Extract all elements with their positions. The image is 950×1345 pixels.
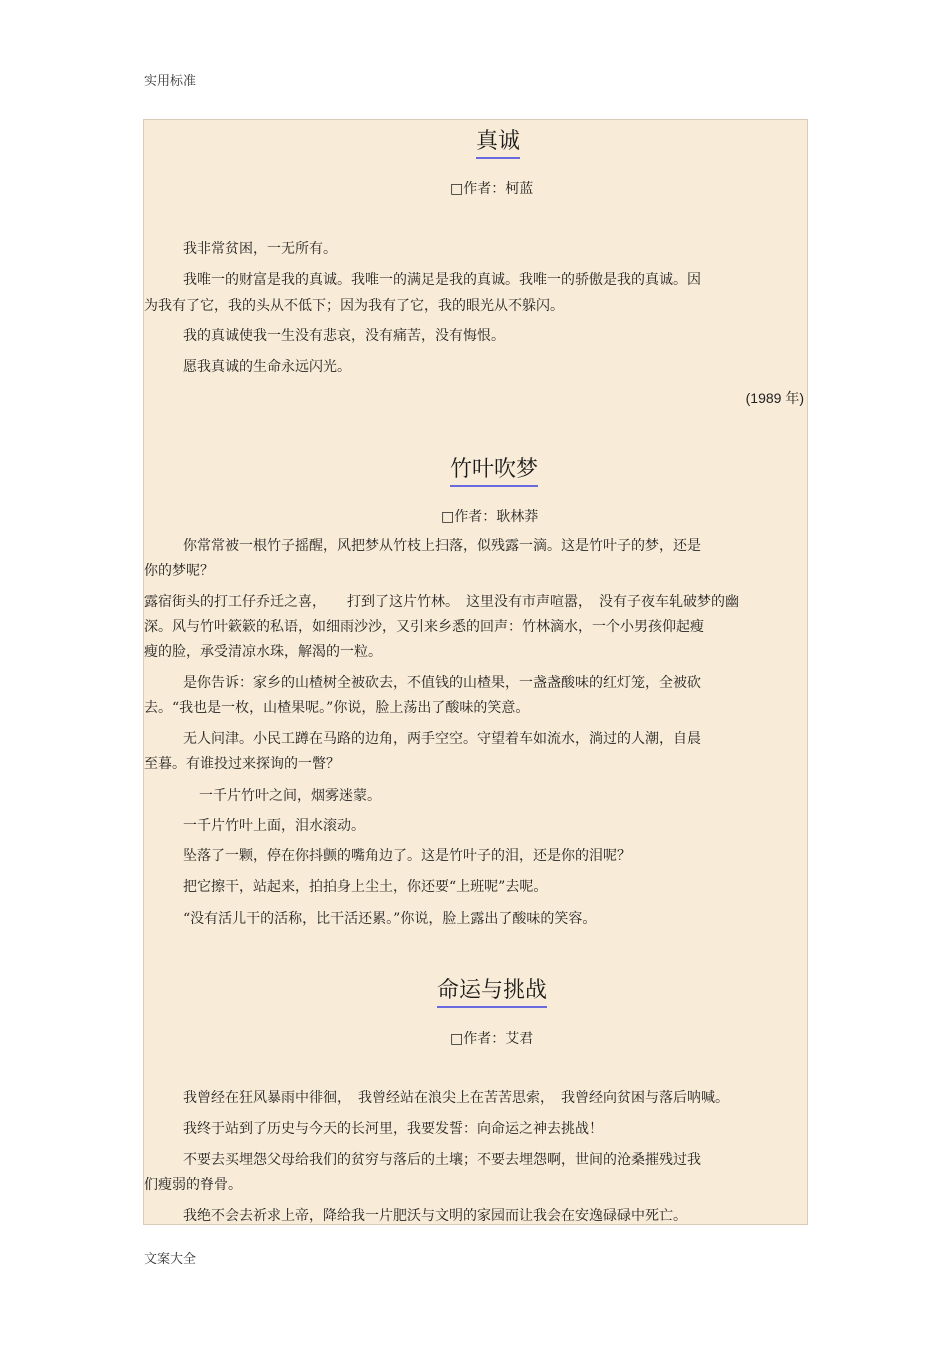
paragraph-line: 我终于站到了历史与今天的长河里，我要发誓：向命运之神去挑战！	[183, 1121, 603, 1137]
paragraph-line: 我唯一的财富是我的真诚。我唯一的满足是我的真诚。我唯一的骄傲是我的真诚。因	[183, 272, 701, 288]
paragraph-line: 深。风与竹叶簌簌的私语，如细雨沙沙，又引来乡悉的回声：竹林滴水，一个小男孩仰起瘦	[144, 619, 704, 635]
essay-title: 竹叶吹梦	[450, 456, 538, 487]
paragraph-line: 一千片竹叶上面，泪水滚动。	[183, 818, 365, 834]
essay-title: 命运与挑战	[437, 977, 547, 1008]
page-footer-label: 文案大全	[144, 1252, 197, 1267]
paragraph-line: 我非常贫困，一无所有。	[183, 241, 337, 257]
essay-date: (1989 年)	[745, 390, 804, 406]
essay-author: □作者：耿林莽	[441, 509, 539, 525]
paragraph-line: 我曾经在狂风暴雨中徘徊， 我曾经站在浪尖上在苦苦思索， 我曾经向贫困与落后呐喊。	[183, 1090, 729, 1106]
paragraph-line: 们瘦弱的脊骨。	[144, 1177, 242, 1193]
paragraph-line: 为我有了它，我的头从不低下；因为我有了它，我的眼光从不躲闪。	[144, 298, 564, 314]
paragraph-line: 你的梦呢？	[144, 563, 214, 579]
paragraph-line: 无人问津。小民工蹲在马路的边角，两手空空。守望着车如流水，淌过的人潮，自晨	[183, 731, 701, 747]
essay-author: □作者：柯蓝	[450, 181, 534, 197]
paragraph-line: 愿我真诚的生命永远闪光。	[183, 359, 351, 375]
essay-title: 真诚	[476, 128, 520, 159]
paragraph-line: 是你告诉：家乡的山楂树全被砍去，不值钱的山楂果，一盏盏酸味的红灯笼，全被砍	[183, 675, 701, 691]
paragraph-line: “没有活儿干的活称，比干活还累。”你说，脸上露出了酸味的笑容。	[183, 911, 597, 927]
paragraph-line: 去。“我也是一枚，山楂果呢。”你说，脸上荡出了酸味的笑意。	[144, 700, 530, 716]
paragraph-line: 我绝不会去祈求上帝，降给我一片肥沃与文明的家园而让我会在安逸碌碌中死亡。	[183, 1208, 687, 1224]
paragraph-line: 露宿街头的打工仔乔迁之喜， 打到了这片竹林。 这里没有市声喧嚣， 没有子夜车轧破梦的幽	[144, 594, 739, 610]
paragraph-line: 瘦的脸，承受清凉水珠，解渴的一粒。	[144, 644, 382, 660]
paragraph-line: 至暮。有谁投过来探询的一瞥？	[144, 756, 340, 772]
paragraph-line: 一千片竹叶之间，烟雾迷蒙。	[199, 788, 381, 804]
essay-author: □作者：艾君	[450, 1031, 534, 1047]
paragraph-line: 把它擦干，站起来，拍拍身上尘土，你还要“上班呢”去呢。	[183, 879, 548, 895]
page-header-label: 实用标准	[144, 74, 197, 89]
essay-panel	[143, 119, 808, 1225]
paragraph-line: 坠落了一颗，停在你抖颤的嘴角边了。这是竹叶子的泪，还是你的泪呢？	[183, 848, 631, 864]
paragraph-line: 你常常被一根竹子摇醒，风把梦从竹枝上扫落，似残露一滴。这是竹叶子的梦，还是	[183, 538, 701, 554]
paragraph-line: 不要去买埋怨父母给我们的贫穷与落后的土壤；不要去埋怨啊，世间的沧桑摧残过我	[183, 1152, 701, 1168]
paragraph-line: 我的真诚使我一生没有悲哀，没有痛苦，没有悔恨。	[183, 328, 505, 344]
